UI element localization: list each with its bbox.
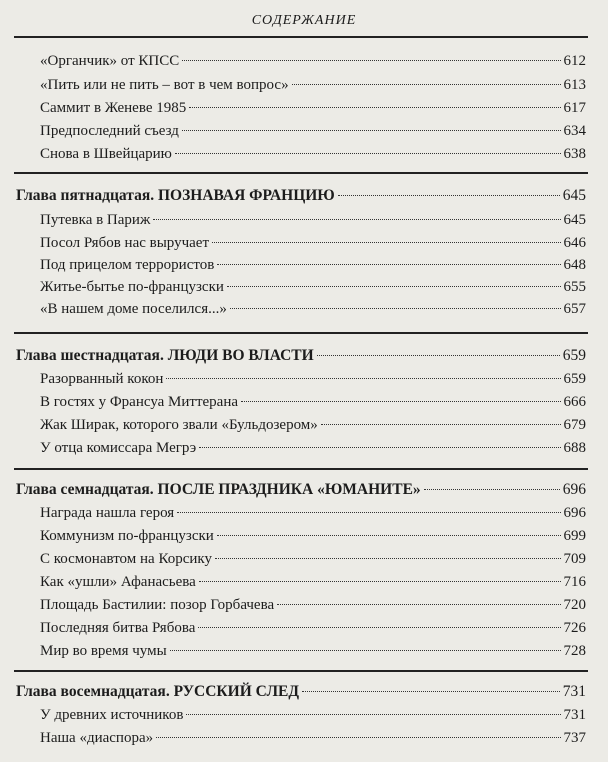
- toc-chapter-page: 731: [562, 683, 586, 700]
- leader-dots: [199, 581, 561, 582]
- toc-entry: [0, 571, 608, 593]
- toc-entry-title: Саммит в Женеве 1985: [40, 100, 187, 116]
- toc-entry-page: 666: [563, 394, 586, 410]
- toc-entry: [0, 209, 608, 231]
- toc-entry-title: Предпоследний съезд: [40, 123, 179, 139]
- toc-entry-title: Как «ушли» Афанасьева: [40, 574, 196, 590]
- toc-entry-title: Снова в Швейцарию: [40, 146, 172, 162]
- toc-entry: [0, 232, 608, 254]
- toc-entry-title: У отца комиссара Мегрэ: [40, 440, 197, 456]
- toc-entry-page: 617: [563, 100, 586, 116]
- toc-chapter-title: Глава семнадцатая. ПОСЛЕ ПРАЗДНИКА «ЮМАНИТЕ»: [16, 481, 421, 498]
- toc-chapter: [0, 185, 608, 207]
- toc-entry: [0, 97, 608, 119]
- leader-dots: [217, 264, 560, 265]
- toc-entry-page: 659: [563, 371, 586, 387]
- toc-entry-title: Мир во время чумы: [40, 643, 167, 659]
- leader-dots: [153, 219, 560, 220]
- toc-entry-page: 655: [563, 279, 586, 295]
- toc-chapter-page: 659: [562, 347, 586, 364]
- toc-entry-page: 737: [563, 730, 586, 746]
- toc-entry: [0, 298, 608, 320]
- toc-entry-page: 646: [563, 235, 586, 251]
- toc-chapter-title: Глава пятнадцатая. ПОЗНАВАЯ ФРАНЦИЮ: [16, 187, 335, 204]
- toc-entry-page: 728: [563, 643, 586, 659]
- toc-entry-title: Разорванный кокон: [40, 371, 164, 387]
- leader-dots: [215, 558, 561, 559]
- toc-entry-page: 648: [563, 257, 586, 273]
- chapter-separator: [14, 332, 588, 334]
- leader-dots: [186, 714, 560, 715]
- toc-chapter-page: 696: [562, 481, 586, 498]
- toc-entry-title: «Пить или не пить – вот в чем вопрос»: [40, 77, 289, 93]
- leader-dots: [277, 604, 560, 605]
- chapter-separator: [14, 172, 588, 174]
- toc-entry-title: Под прицелом террористов: [40, 257, 215, 273]
- leader-dots: [241, 401, 560, 402]
- toc-entry: [0, 276, 608, 298]
- toc-entry-page: 613: [563, 77, 586, 93]
- chapter-separator: [14, 468, 588, 470]
- toc-entry: [0, 74, 608, 96]
- toc-entry-page: 731: [563, 707, 586, 723]
- leader-dots: [182, 60, 560, 61]
- leader-dots: [170, 650, 561, 651]
- toc-entry-page: 726: [563, 620, 586, 636]
- toc-entry: [0, 548, 608, 570]
- toc-entry: [0, 254, 608, 276]
- leader-dots: [175, 153, 561, 154]
- leader-dots: [199, 447, 560, 448]
- chapter-separator: [14, 670, 588, 672]
- toc-chapter-title: Глава восемнадцатая. РУССКИЙ СЛЕД: [16, 683, 299, 700]
- leader-dots: [302, 691, 560, 692]
- leader-dots: [182, 130, 561, 131]
- toc-entry: [0, 727, 608, 749]
- toc-entry: [0, 50, 608, 72]
- toc-entry: [0, 617, 608, 639]
- toc-entry: [0, 414, 608, 436]
- toc-entry-page: 657: [563, 301, 586, 317]
- toc-entry-page: 709: [563, 551, 586, 567]
- toc-entry-page: 612: [563, 53, 586, 69]
- toc-entry: [0, 704, 608, 726]
- toc-entry: [0, 120, 608, 142]
- leader-dots: [177, 512, 560, 513]
- toc-entry-page: 634: [563, 123, 586, 139]
- toc-entry: [0, 143, 608, 165]
- toc-entry: [0, 368, 608, 390]
- toc-entry-title: Площадь Бастилии: позор Горбачева: [40, 597, 275, 613]
- toc-entry-title: Путевка в Париж: [40, 212, 151, 228]
- toc-entry-page: 679: [563, 417, 586, 433]
- toc-entry: [0, 640, 608, 662]
- toc-entry-title: Наша «диаспора»: [40, 730, 154, 746]
- toc-entry-page: 638: [563, 146, 586, 162]
- leader-dots: [156, 737, 560, 738]
- leader-dots: [227, 286, 561, 287]
- toc-chapter: [0, 479, 608, 501]
- leader-dots: [217, 535, 561, 536]
- toc-chapter-page: 645: [562, 187, 586, 204]
- toc-entry-title: Коммунизм по-французски: [40, 528, 214, 544]
- toc-chapter-title: Глава шестнадцатая. ЛЮДИ ВО ВЛАСТИ: [16, 347, 314, 364]
- toc-entry-title: Житье-бытье по-французски: [40, 279, 224, 295]
- leader-dots: [230, 308, 561, 309]
- leader-dots: [317, 355, 560, 356]
- leader-dots: [424, 489, 560, 490]
- leader-dots: [321, 424, 561, 425]
- toc-entry: [0, 525, 608, 547]
- toc-entry-title: Награда нашла героя: [40, 505, 175, 521]
- toc-entry-title: «В нашем доме поселился...»: [40, 301, 227, 317]
- toc-entry-page: 716: [563, 574, 586, 590]
- toc-entry-title: Посол Рябов нас выручает: [40, 235, 210, 251]
- toc-entry-page: 699: [563, 528, 586, 544]
- toc-entry-title: Жак Ширак, которого звали «Бульдозером»: [40, 417, 318, 433]
- leader-dots: [166, 378, 560, 379]
- leader-dots: [198, 627, 560, 628]
- leader-dots: [292, 84, 561, 85]
- toc-entry-title: В гостях у Франсуа Миттерана: [40, 394, 239, 410]
- toc-entry-page: 720: [563, 597, 586, 613]
- toc-entry-page: 688: [563, 440, 586, 456]
- toc-entry-title: «Органчик» от КПСС: [40, 53, 180, 69]
- toc-entry: [0, 594, 608, 616]
- toc-entry-page: 645: [563, 212, 586, 228]
- leader-dots: [212, 242, 560, 243]
- toc-entry-page: 696: [563, 505, 586, 521]
- leader-dots: [189, 107, 560, 108]
- toc-entry: [0, 391, 608, 413]
- toc-entry-title: С космонавтом на Корсику: [40, 551, 212, 567]
- toc-chapter: [0, 681, 608, 703]
- running-header: СОДЕРЖАНИЕ: [251, 13, 357, 28]
- toc-entry-title: У древних источников: [40, 707, 184, 723]
- leader-dots: [338, 195, 560, 196]
- toc-entry: [0, 437, 608, 459]
- toc-chapter: [0, 345, 608, 367]
- toc-entry: [0, 502, 608, 524]
- toc-entry-title: Последняя битва Рябова: [40, 620, 196, 636]
- header-rule: [14, 36, 588, 38]
